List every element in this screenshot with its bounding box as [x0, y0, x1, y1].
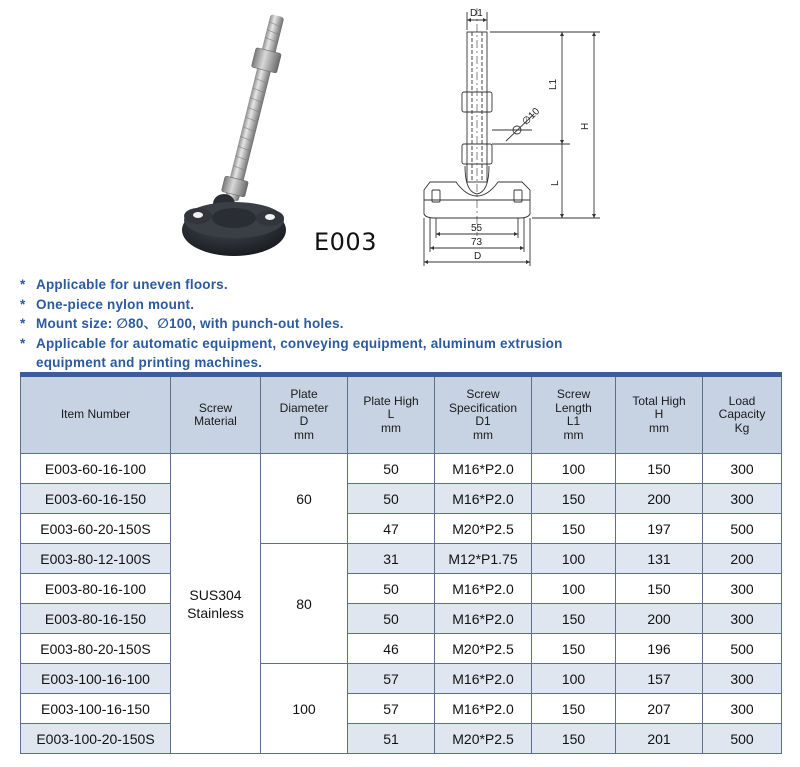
cell-screw-length: 100 [532, 544, 616, 574]
cell-load: 300 [703, 604, 782, 634]
cell-plate-high: 51 [348, 724, 435, 754]
header-plate-high: Plate High L mm [348, 375, 435, 454]
table-row [21, 544, 782, 574]
feature-item [20, 314, 580, 334]
leveling-foot-photo [172, 8, 322, 260]
feature-list [20, 275, 580, 373]
cell-load: 500 [703, 514, 782, 544]
cell-plate-high: 57 [348, 664, 435, 694]
feature-text: One-piece nylon mount. [36, 296, 195, 312]
specification-table [20, 372, 782, 754]
label-d: D [474, 251, 482, 262]
cell-total-high: 207 [616, 694, 703, 724]
cell-screw-spec: M16*P2.0 [435, 694, 532, 724]
cell-screw-length: 100 [532, 574, 616, 604]
header-screw-length: Screw Length L1 mm [532, 375, 616, 454]
cell-item: E003-100-16-150 [21, 694, 171, 724]
cell-screw-spec: M16*P2.0 [435, 604, 532, 634]
cell-screw-spec: M16*P2.0 [435, 664, 532, 694]
cell-total-high: 200 [616, 604, 703, 634]
cell-screw-length: 150 [532, 724, 616, 754]
cell-plate-high: 47 [348, 514, 435, 544]
cell-screw-spec: M20*P2.5 [435, 514, 532, 544]
header-screw-material: Screw Material [171, 375, 261, 454]
header-screw-specification: Screw Specification D1 mm [435, 375, 532, 454]
cell-screw-length: 150 [532, 604, 616, 634]
cell-total-high: 150 [616, 574, 703, 604]
cell-screw-material: SUS304 Stainless [171, 454, 261, 754]
cell-load: 300 [703, 454, 782, 484]
cell-load: 500 [703, 634, 782, 664]
model-number: E003 [314, 228, 377, 256]
cell-screw-spec: M12*P1.75 [435, 544, 532, 574]
bullet-marker: * [20, 277, 26, 292]
cell-item: E003-80-16-150 [21, 604, 171, 634]
cell-plate-diameter: 60 [261, 454, 348, 544]
bullet-marker: * [20, 335, 26, 351]
cell-item: E003-80-16-100 [21, 574, 171, 604]
cell-screw-length: 150 [532, 484, 616, 514]
cell-plate-diameter: 100 [261, 664, 348, 754]
header-load-capacity: Load Capacity Kg [703, 375, 782, 454]
label-55: 55 [471, 223, 483, 234]
cell-plate-high: 31 [348, 544, 435, 574]
cell-total-high: 196 [616, 634, 703, 664]
label-d1: D1 [470, 8, 483, 19]
cell-screw-spec: M16*P2.0 [435, 454, 532, 484]
label-l: L [550, 180, 561, 186]
feature-item [20, 275, 580, 295]
label-l1: L1 [548, 78, 559, 90]
label-73: 73 [471, 237, 483, 248]
cell-load: 300 [703, 484, 782, 514]
cell-plate-diameter: 80 [261, 544, 348, 664]
cell-item: E003-100-20-150S [21, 724, 171, 754]
cell-item: E003-60-16-150 [21, 484, 171, 514]
table-row [21, 484, 782, 514]
cell-plate-high: 50 [348, 484, 435, 514]
table-row [21, 634, 782, 664]
cell-plate-high: 50 [348, 454, 435, 484]
label-phi10: ∅10 [520, 105, 543, 128]
cell-screw-length: 100 [532, 664, 616, 694]
cell-plate-high: 46 [348, 634, 435, 664]
cell-total-high: 200 [616, 484, 703, 514]
cell-item: E003-100-16-100 [21, 664, 171, 694]
cell-total-high: 131 [616, 544, 703, 574]
cell-load: 300 [703, 664, 782, 694]
header-row [21, 375, 782, 454]
table-row [21, 694, 782, 724]
label-h: H [580, 122, 591, 130]
cell-total-high: 150 [616, 454, 703, 484]
cell-load: 500 [703, 724, 782, 754]
cell-plate-high: 50 [348, 574, 435, 604]
cell-load: 200 [703, 544, 782, 574]
header-item-number: Item Number [21, 375, 171, 454]
cell-load: 300 [703, 574, 782, 604]
cell-screw-length: 150 [532, 514, 616, 544]
cell-plate-high: 50 [348, 604, 435, 634]
cell-screw-spec: M16*P2.0 [435, 574, 532, 604]
bullet-marker: * [20, 296, 26, 312]
table-row [21, 664, 782, 694]
header-plate-diameter: Plate Diameter D mm [261, 375, 348, 454]
table-row [21, 454, 782, 484]
cell-screw-spec: M16*P2.0 [435, 484, 532, 514]
table-row [21, 514, 782, 544]
cell-item: E003-60-20-150S [21, 514, 171, 544]
feature-text: Applicable for automatic equipment, conveying equipment, aluminum extrusion equipment and printing machines. [36, 335, 563, 370]
table-row [21, 604, 782, 634]
dimension-drawing [410, 4, 620, 266]
cell-item: E003-60-16-100 [21, 454, 171, 484]
cell-total-high: 157 [616, 664, 703, 694]
feature-text: Applicable for uneven floors. [36, 277, 228, 292]
header-total-high: Total High H mm [616, 375, 703, 454]
cell-item: E003-80-12-100S [21, 544, 171, 574]
cell-total-high: 201 [616, 724, 703, 754]
cell-total-high: 197 [616, 514, 703, 544]
cell-item: E003-80-20-150S [21, 634, 171, 664]
cell-screw-spec: M20*P2.5 [435, 724, 532, 754]
table-row [21, 574, 782, 604]
feature-item [20, 295, 580, 315]
cell-load: 300 [703, 694, 782, 724]
cell-screw-length: 150 [532, 634, 616, 664]
feature-text: Mount size: ∅80、∅100, with punch-out holes. [36, 316, 344, 331]
bullet-marker: * [20, 316, 26, 331]
cell-screw-spec: M20*P2.5 [435, 634, 532, 664]
cell-plate-high: 57 [348, 694, 435, 724]
table-row [21, 724, 782, 754]
cell-screw-length: 100 [532, 454, 616, 484]
feature-item [20, 334, 580, 373]
cell-screw-length: 150 [532, 694, 616, 724]
